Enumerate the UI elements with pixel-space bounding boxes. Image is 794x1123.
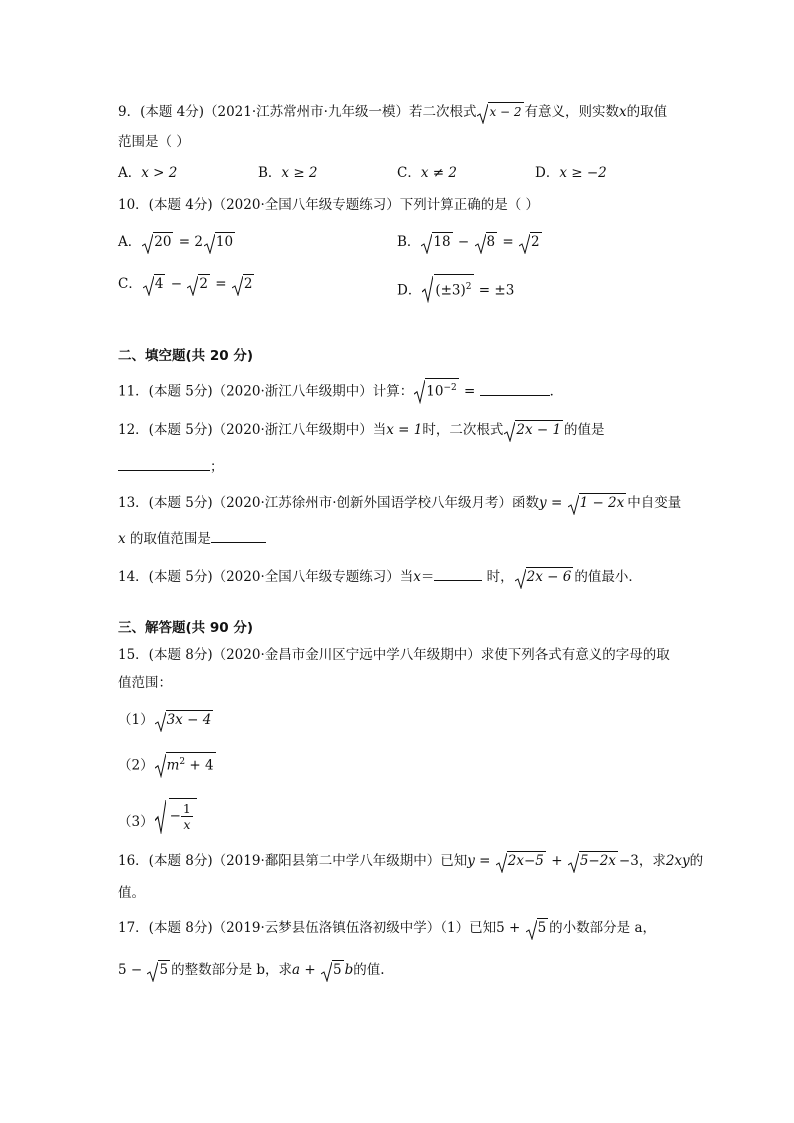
question-10-stem: 10．(本题 4分)（2020·全国八年级专题练习）下列计算正确的是（ ） xyxy=(118,197,540,213)
q9-option-a: A．x > 2 xyxy=(118,165,178,181)
question-14: 14．(本题 5分)（2020·全国八年级专题练习）当x＝ 时， 2x − 6 的值最小． xyxy=(118,566,642,587)
radical-expression: x − 2 xyxy=(477,102,523,122)
question-15-line-2: 值范围： xyxy=(118,675,172,691)
question-15-line-1: 15．(本题 8分)（2020·金昌市金川区宁远中学八年级期中）求使下列各式有意义的字母的取 xyxy=(118,647,670,663)
answer-blank[interactable] xyxy=(211,528,266,543)
q9-stem: 9．(本题 4分)（2021·江苏常州市·九年级一模）若二次根式 xyxy=(118,104,477,120)
question-12-line-2: ； xyxy=(118,456,224,477)
question-16-line-2: 值。 xyxy=(118,885,145,901)
question-9-line-2: 范围是（ ） xyxy=(118,134,190,150)
section-2-title: 二、填空题(共 20 分) xyxy=(118,348,254,364)
q9-option-c: C．x ≠ 2 xyxy=(397,165,457,181)
section-3-title: 三、解答题(共 90 分) xyxy=(118,620,254,636)
answer-blank[interactable] xyxy=(434,566,482,581)
answer-blank[interactable] xyxy=(118,456,210,471)
q10-option-d: D． $(\pm 3)^2 = \pm 3$ xyxy=(397,274,514,301)
question-13-line-1: 13．(本题 5分)（2020·江苏徐州市·创新外国语学校八年级月考）函数y = 1 − 2x 中自变量 xyxy=(118,493,681,513)
q10-option-c: C． 4 − 2 = 2 xyxy=(118,274,255,294)
question-15-part-2: （2） $m^2 + 4$ xyxy=(118,752,217,776)
q10-option-b: B． 18 − 8 = 2 xyxy=(397,232,543,252)
question-11: 11．(本题 5分)（2020·浙江八年级期中）计算： $10^{-2}$ = ． xyxy=(118,378,563,402)
question-17-line-1: 17．(本题 8分)（2019·云梦县伍洛镇伍洛初级中学）（1）已知5 + 5 的小数部分是 a， xyxy=(118,918,656,938)
q10-option-a: A． 20 = 2 10 xyxy=(118,232,236,252)
question-13-line-2: x 的取值范围是 xyxy=(118,528,266,549)
question-9-line-1: 9．(本题 4分)（2021·江苏常州市·九年级一模）若二次根式 x − 2 有意义，则实数x的取值 xyxy=(118,102,667,122)
q9-option-b: B．x ≥ 2 xyxy=(258,165,318,181)
q9-option-d: D．x ≥ −2 xyxy=(535,165,607,181)
answer-blank[interactable] xyxy=(480,381,550,396)
question-16-line-1: 16．(本题 8分)（2019·鄱阳县第二中学八年级期中）已知y = 2x−5 + 5−2x −3，求2xy的 xyxy=(118,851,703,871)
question-17-line-2: 5 − 5 的整数部分是 b，求a + 5 b的值. xyxy=(118,960,385,980)
question-15-part-3: （3） − $\frac{1}{x}$ xyxy=(118,798,198,832)
question-12-line-1: 12．(本题 5分)（2020·浙江八年级期中）当x = 1时，二次根式 2x − 1 的值是 xyxy=(118,420,605,440)
question-15-part-1: （1） 3x − 4 xyxy=(118,710,214,730)
